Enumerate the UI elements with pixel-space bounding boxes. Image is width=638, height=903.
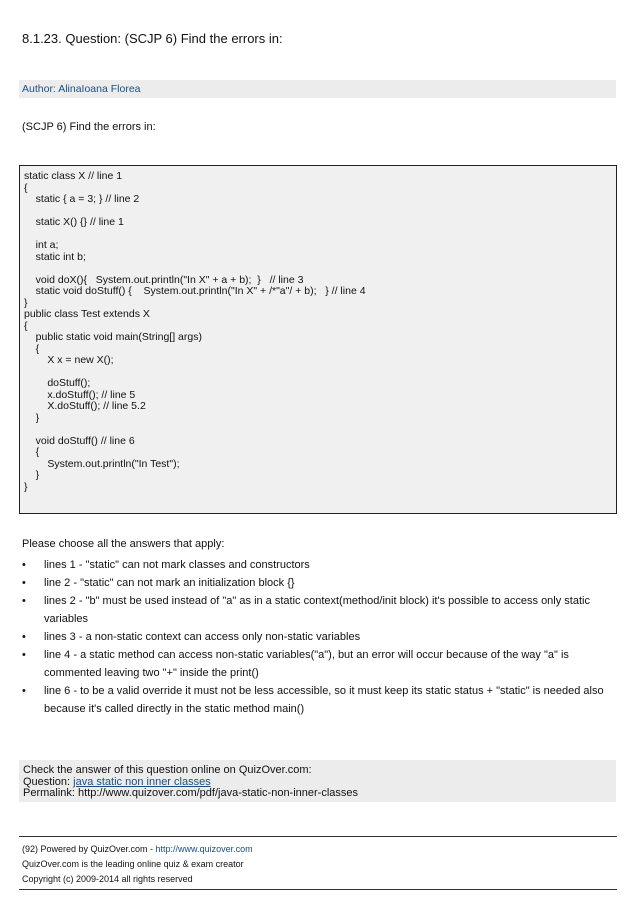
code-line xyxy=(24,263,616,275)
check-line: Check the answer of this question online on QuizOver.com: xyxy=(23,764,312,776)
question-link[interactable]: java static non inner classes xyxy=(73,775,211,788)
code-line xyxy=(24,229,616,241)
page-title: 8.1.23. Question: (SCJP 6) Find the errors in: xyxy=(22,31,283,46)
answer-option-text: lines 1 - "static" can not mark classes and constructors xyxy=(44,559,310,571)
answer-option-text: lines 2 - "b" must be used instead of "a" as in a static context(method/init block) it's possible to access only static variables xyxy=(44,595,590,625)
answer-option[interactable] xyxy=(22,592,612,628)
code-line xyxy=(24,424,616,436)
code-line: X.doStuff(); // line 5.2 xyxy=(24,400,146,412)
code-line: { xyxy=(24,342,40,355)
question-prefix: Question: xyxy=(23,775,74,788)
bullet-icon: • xyxy=(22,685,26,697)
bullet-icon: • xyxy=(22,649,26,661)
code-line: static { a = 3; } // line 2 xyxy=(24,193,140,205)
code-line: { xyxy=(24,181,28,194)
code-line: x.doStuff(); // line 5 xyxy=(24,388,136,401)
code-line: } xyxy=(24,480,28,493)
code-line: } xyxy=(24,411,40,424)
code-line: void doStuff() // line 6 xyxy=(24,434,135,447)
footer-tagline: QuizOver.com is the leading online quiz & exam creator xyxy=(22,859,244,869)
answer-option[interactable] xyxy=(22,646,612,682)
answer-option-text: lines 3 - a non-static context can access only non-static variables xyxy=(44,631,361,643)
code-line: static void doStuff() { System.out.println("In X" + /*"a"/ + b); } // line 4 xyxy=(24,285,366,297)
bullet-icon: • xyxy=(22,595,26,607)
code-block xyxy=(19,165,617,514)
permalink-line: Permalink: http://www.quizover.com/pdf/java-static-non-inner-classes xyxy=(23,787,359,799)
bullet-icon: • xyxy=(22,559,26,571)
code-line: { xyxy=(24,319,28,332)
bullet-icon: • xyxy=(22,631,26,643)
footer-powered-text: (92) Powered by QuizOver.com - xyxy=(22,844,156,854)
code-line: { xyxy=(24,446,40,458)
code-line: public static void main(String[] args) xyxy=(24,331,202,343)
code-line: X x = new X(); xyxy=(24,354,114,366)
code-line: static X() {} // line 1 xyxy=(24,216,124,228)
code-line: static class X // line 1 xyxy=(24,170,123,182)
answer-option[interactable] xyxy=(22,628,612,646)
bullet-icon: • xyxy=(22,577,26,589)
author-bar: Author: AlinaIoana Florea xyxy=(19,80,616,98)
answer-option[interactable] xyxy=(22,556,612,574)
code-line: void doX(){ System.out.println("In X" + a + b); } // line 3 xyxy=(24,273,304,286)
code-line: int a; xyxy=(24,239,59,251)
answer-option-text: line 6 - to be a valid override it must not be less accessible, so it must keep its static status + "static" is needed also because it's called directly in the static method main() xyxy=(44,685,604,715)
answer-options xyxy=(22,556,612,718)
code-line: public class Test extends X xyxy=(24,308,150,320)
answer-option-text: line 2 - "static" can not mark an initialization block {} xyxy=(44,577,295,589)
code-line: System.out.println("In Test"); xyxy=(24,457,180,470)
code-line: doStuff(); xyxy=(24,377,91,389)
footer-divider-top xyxy=(19,836,617,837)
code-line: static int b; xyxy=(24,250,86,263)
footer-copyright: Copyright (c) 2009-2014 all rights reserved xyxy=(22,874,193,884)
code-line: } xyxy=(24,469,40,481)
answer-option-text: line 4 - a static method can access non-static variables("a"), but an error will occur because of the way "a" is commented leaving two "+" inside the print() xyxy=(44,649,569,679)
footer-link[interactable]: http://www.quizover.com xyxy=(155,844,253,854)
code-line: } xyxy=(24,296,28,309)
question-intro: (SCJP 6) Find the errors in: xyxy=(22,121,156,133)
footer-divider-bottom xyxy=(19,889,617,890)
code-line xyxy=(24,367,616,379)
check-answer-box xyxy=(19,760,616,802)
answer-option[interactable] xyxy=(22,682,612,718)
choose-label: Please choose all the answers that apply: xyxy=(22,538,225,550)
footer-powered xyxy=(22,844,253,854)
answer-option[interactable] xyxy=(22,574,612,592)
